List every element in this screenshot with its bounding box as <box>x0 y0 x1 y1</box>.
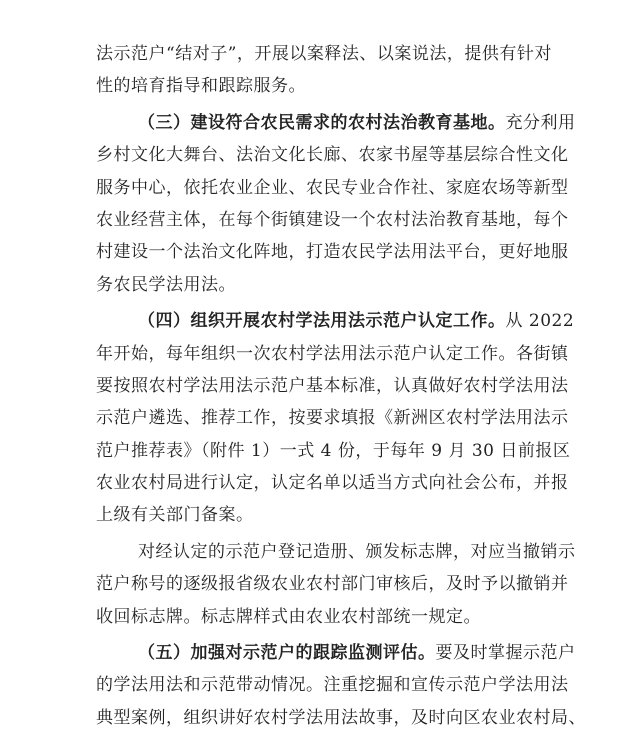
section-heading-5: （五）加强对示范户的跟踪监测评估。 <box>138 643 436 664</box>
text-line: 务农民学法用法。 <box>96 274 236 295</box>
text-line: 农业农村局进行认定，认定名单以适当方式向社会公布，并报 <box>96 473 569 494</box>
text-line: 年开始，每年组织一次农村学法用法示范户认定工作。各街镇 <box>96 343 569 364</box>
section-heading-line <box>96 305 575 337</box>
section-heading-line <box>96 637 576 669</box>
text-run: 要及时掌握示范户 <box>435 643 576 664</box>
text-line: 农业经营主体，在每个街镇建设一个农村法治教育基地，每个 <box>96 209 569 230</box>
text-run: 充分利用 <box>505 112 576 133</box>
text-line: 村建设一个法治文化阵地，打造农民学法用法平台，更好地服 <box>96 242 569 263</box>
text-line: 上级有关部门备案。 <box>96 505 254 526</box>
text-line: 性的培育指导和跟踪服务。 <box>96 76 306 97</box>
section-heading-line <box>96 107 576 139</box>
text-line: 示范户遴选、推荐工作，按要求填报《新洲区农村学法用法示 <box>96 408 569 429</box>
text-line: 对经认定的示范户登记造册、颁发标志牌，对应当撤销示 <box>138 541 576 562</box>
text-line: 范户推荐表》（附件 1）一式 4 份，于每年 9 月 30 日前报区 <box>96 440 571 461</box>
text-line: 典型案例，组织讲好农村学法用法故事，及时向区农业农村局、 <box>96 707 586 728</box>
text-line: 乡村文化大舞台、法治文化长廊、农家书屋等基层综合性文化 <box>96 145 569 166</box>
text-line: 范户称号的逐级报省级农业农村部门审核后，及时予以撤销并 <box>96 574 569 595</box>
text-line: 法示范户“结对子”，开展以案释法、以案说法，提供有针对 <box>96 44 552 64</box>
text-line: 服务中心，依托农业企业、农民专业合作社、家庭农场等新型 <box>96 177 569 198</box>
text-line: 要按照农村学法用法示范户基本标准，认真做好农村学法用法 <box>96 375 569 396</box>
text-line: 收回标志牌。标志牌样式由农业农村部统一规定。 <box>96 606 481 627</box>
section-heading-3: （三）建设符合农民需求的农村法治教育基地。 <box>138 112 506 133</box>
text-run: 从 2022 <box>505 311 575 332</box>
text-line: 的学法用法和示范带动情况。注重挖掘和宣传示范户学法用法 <box>96 675 569 696</box>
section-heading-4: （四）组织开展农村学法用法示范户认定工作。 <box>138 311 506 332</box>
